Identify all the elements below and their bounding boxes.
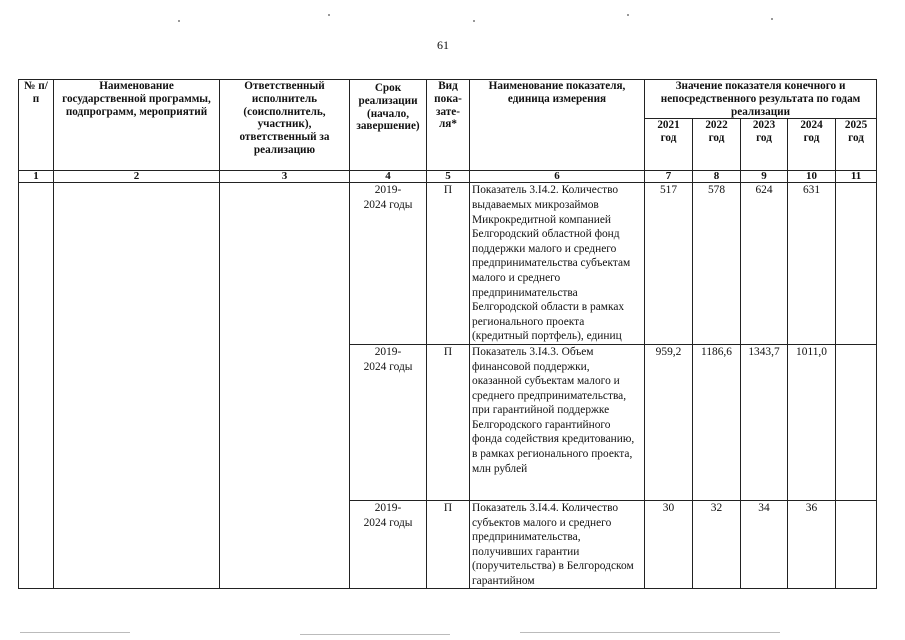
indicator-type-cell: П: [427, 183, 470, 345]
column-number: 6: [470, 171, 645, 183]
column-number: 8: [693, 171, 741, 183]
term-cell: 2019- 2024 годы: [350, 500, 427, 589]
column-number: 5: [427, 171, 470, 183]
column-number: 10: [788, 171, 836, 183]
column-number: 2: [54, 171, 220, 183]
value-2022: 578: [693, 183, 741, 345]
header-year-2025: 2025 год: [836, 119, 877, 171]
indicator-name-cell: Показатель 3.І4.3. Объем финансовой поддержки, оказанной субъектам малого и среднего предпринимательства, при гарантийной поддержке Белгородского гарантийного фонда содействия кредитованию, в рамках регионального проекта, млн рублей: [470, 344, 645, 500]
value-2021: 959,2: [645, 344, 693, 500]
header-number: № п/п: [19, 80, 54, 171]
value-2022: 1186,6: [693, 344, 741, 500]
header-year-2023: 2023 год: [741, 119, 788, 171]
indicator-name-cell: Показатель 3.І4.4. Количество субъектов малого и среднего предпринимательства, получивших гарантии (поручительства) в Белгородском гарантийном: [470, 500, 645, 589]
header-row: [19, 80, 877, 119]
value-2024: 1011,0: [788, 344, 836, 500]
header-indicator-name: Наименование показателя, единица измерения: [470, 80, 645, 171]
value-2023: 34: [741, 500, 788, 589]
value-2024: 36: [788, 500, 836, 589]
column-number: 7: [645, 171, 693, 183]
header-program: Наименование государственной программы, подпрограмм, мероприятий: [54, 80, 220, 171]
term-cell: 2019- 2024 годы: [350, 183, 427, 345]
value-2023: 1343,7: [741, 344, 788, 500]
header-year-2024: 2024 год: [788, 119, 836, 171]
term-cell: 2019- 2024 годы: [350, 344, 427, 500]
header-year-2022: 2022 год: [693, 119, 741, 171]
value-2025: [836, 500, 877, 589]
scan-speck: [328, 14, 330, 16]
scan-line: [300, 634, 450, 635]
row-number-cell: [19, 183, 54, 589]
scan-speck: [178, 20, 180, 22]
column-number: 9: [741, 171, 788, 183]
header-term: Срок реализации (начало, завершение): [350, 80, 427, 171]
header-values-group: Значение показателя конечного и непосредственного результата по годам реализации: [645, 80, 877, 119]
column-number: 1: [19, 171, 54, 183]
value-2022: 32: [693, 500, 741, 589]
column-number: 11: [836, 171, 877, 183]
indicator-type-cell: П: [427, 344, 470, 500]
scan-speck: [627, 14, 629, 16]
scan-line: [20, 632, 130, 633]
indicator-type-cell: П: [427, 500, 470, 589]
header-executor: Ответственный исполнитель (соисполнитель, участник), ответственный за реализацию: [220, 80, 350, 171]
header-year-2021: 2021 год: [645, 119, 693, 171]
scan-speck: [473, 20, 475, 22]
column-number: 4: [350, 171, 427, 183]
indicator-name-cell: Показатель 3.І4.2. Количество выдаваемых микрозаймов Микрокредитной компанией Белгородский областной фонд поддержки малого и среднего предпринимательства субъектам малого и среднего предпринимательства Белгородской области в рамках регионального проекта (кредитный портфель), единиц: [470, 183, 645, 345]
scan-speck: [771, 18, 773, 20]
value-2025: [836, 183, 877, 345]
table-row: [19, 183, 877, 345]
header-indicator-type: Вид пока-зате-ля*: [427, 80, 470, 171]
column-numbers-row: [19, 171, 877, 183]
indicators-table: [18, 79, 877, 589]
scan-line: [520, 632, 780, 633]
page-number: 61: [437, 38, 449, 52]
value-2024: 631: [788, 183, 836, 345]
value-2025: [836, 344, 877, 500]
value-2023: 624: [741, 183, 788, 345]
program-cell: [54, 183, 220, 589]
value-2021: 30: [645, 500, 693, 589]
executor-cell: [220, 183, 350, 589]
value-2021: 517: [645, 183, 693, 345]
column-number: 3: [220, 171, 350, 183]
